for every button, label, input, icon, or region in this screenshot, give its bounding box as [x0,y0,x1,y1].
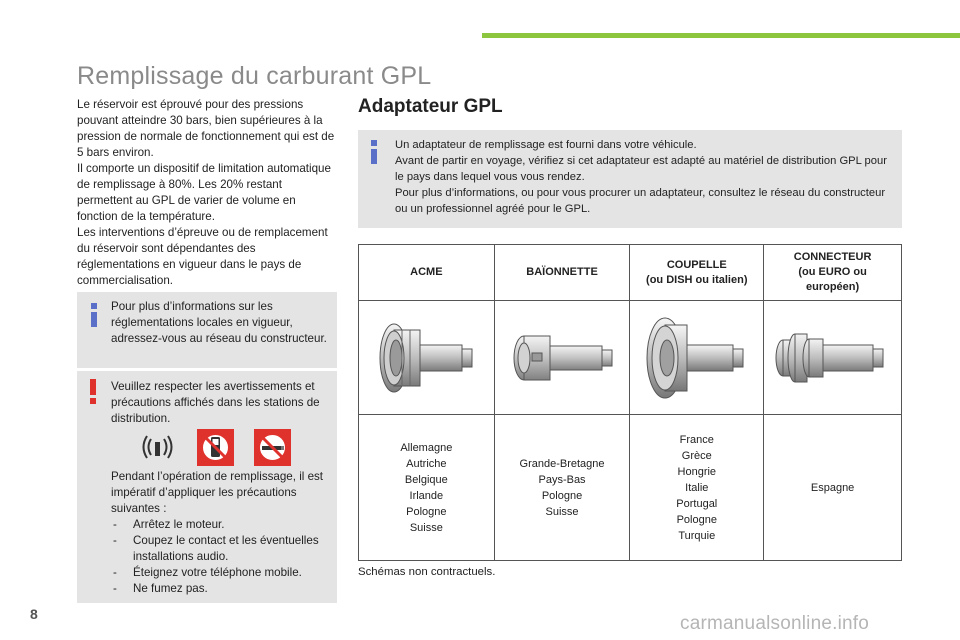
procedure-step: - Ne fumez pas. [113,582,208,595]
intro-paragraph-1: Le réservoir est éprouvé pour des pressions pouvant atteindre 30 bars, bien supérieures à la pression de normale de fonctionnement qui est de 5 bars environ. [77,98,335,159]
warning-note [77,371,337,603]
euro-connector-illustration [764,301,902,415]
page-title: Remplissage du carburant GPL [77,62,432,90]
adapter-section-title: Adaptateur GPL [358,96,503,117]
bayonet-countries: Grande-Bretagne Pays-Bas Pologne Suisse [494,415,630,561]
procedure-step: - Arrêtez le moteur. [113,518,225,531]
euro-connector-countries: Espagne [764,415,902,561]
no-mobile-phone-icon [197,429,234,466]
table-header-row [359,245,902,301]
column-header-acme: ACME [359,245,495,301]
page-number: 8 [30,606,38,622]
bayonet-adapter-illustration [494,301,630,415]
footnote: Schémas non contractuels. [358,566,496,578]
procedure-steps [111,517,333,597]
refuel-procedure [111,469,333,597]
acme-countries: Allemagne Autriche Belgique Irlande Pologne Suisse [359,415,495,561]
adapter-table [358,244,902,561]
watermark: carmanualsonline.info [680,613,870,634]
accent-bar [482,33,960,38]
intro-text [77,97,339,289]
info-note-text: Pour plus d’informations sur les réglementations locales en vigueur, adressez-vous au réseau du constructeur. [111,300,327,345]
adapter-note-text: Un adaptateur de remplissage est fourni dans votre véhicule. Avant de partir en voyage, vérifiez si cet adaptateur est adapté au matériel de distribution GPL pour le pays dans lequel vous vous rendez. Pour plus d’informations, ou pour vous procurer un adaptateur, consultez le réseau du constructeur ou un professionnel agréé pour le GPL. [395,139,887,215]
adapter-info-note [358,130,902,228]
warning-note-text: Veuillez respecter les avertissements et précautions affichés dans les stations de distribution. [111,380,320,425]
procedure-step: - Éteignez votre téléphone mobile. [113,566,302,579]
procedure-step: - Coupez le contact et les éventuelles installations audio. [113,534,319,563]
procedure-intro: Pendant l’opération de remplissage, il est impératif d’appliquer les précautions suivantes : [111,470,324,515]
acme-adapter-illustration [359,301,495,415]
no-radio-icon [139,429,176,466]
column-header-dish: COUPELLE (ou DISH ou italien) [630,245,764,301]
column-header-bayonet: BAÏONNETTE [494,245,630,301]
no-smoking-icon [254,429,291,466]
info-note [77,292,337,368]
dish-adapter-illustration [630,301,764,415]
intro-paragraph-2: Il comporte un dispositif de limitation automatique de remplissage à 80%. Les 20% restant permettent au GPL de varier de volume en fonction de la température. [77,162,331,223]
table-row [359,301,902,415]
dish-countries: France Grèce Hongrie Italie Portugal Pologne Turquie [630,415,764,561]
intro-paragraph-3: Les interventions d’épreuve ou de remplacement du réservoir sont dépendantes des réglementations en vigueur dans le pays de commercialisation. [77,226,328,287]
column-header-euro-connector: CONNECTEUR (ou EURO ou européen) [764,245,902,301]
table-row [359,415,902,561]
